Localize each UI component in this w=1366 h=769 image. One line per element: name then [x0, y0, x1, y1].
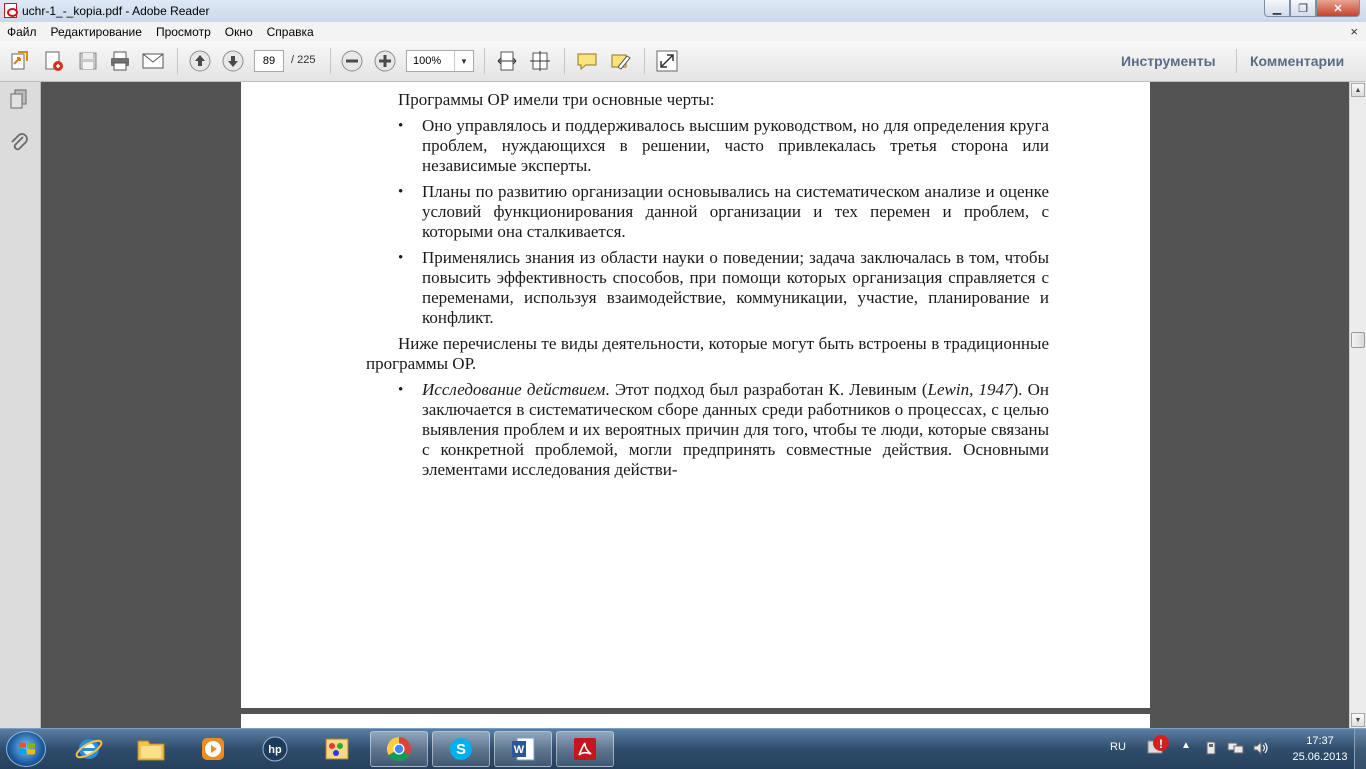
chevron-down-icon[interactable]: ▼ [454, 51, 473, 71]
adobe-reader-icon [4, 3, 17, 18]
show-desktop-button[interactable] [1354, 729, 1366, 769]
pdf-page [241, 82, 1150, 708]
taskbar [0, 728, 1366, 769]
word-icon[interactable] [494, 731, 552, 767]
create-pdf-icon[interactable] [42, 49, 66, 73]
attachments-icon[interactable] [8, 132, 30, 154]
menu-file[interactable]: Файл [7, 24, 37, 39]
next-page-icon[interactable] [221, 49, 245, 73]
skype-icon[interactable] [432, 731, 490, 767]
svg-text:W: W [513, 744, 525, 756]
close-button[interactable]: ✕ [1316, 0, 1360, 17]
window-title: uchr-1_-_kopia.pdf - Adobe Reader [22, 4, 210, 18]
network-icon[interactable] [1227, 740, 1245, 756]
save-icon[interactable] [76, 49, 100, 73]
pdf-page-next [241, 714, 1150, 728]
close-document-button[interactable]: × [1350, 24, 1358, 39]
windows-logo-icon [18, 741, 36, 757]
volume-icon[interactable] [1252, 740, 1270, 756]
clock[interactable] [1292, 733, 1348, 765]
fit-page-icon[interactable] [528, 49, 552, 73]
clock-date: 25.06.2013 [1292, 751, 1348, 763]
intro-paragraph: Программы ОР имели три основные черты: [398, 90, 715, 109]
scroll-thumb[interactable] [1351, 332, 1365, 348]
acrobat-icon[interactable] [556, 731, 614, 767]
restore-button[interactable]: ❐ [1290, 0, 1316, 17]
start-button[interactable] [6, 731, 46, 767]
scroll-up-icon[interactable]: ▲ [1351, 83, 1365, 97]
usb-icon[interactable] [1203, 740, 1219, 756]
comment-icon[interactable] [575, 49, 599, 73]
zoom-value: 100% [413, 55, 442, 67]
body-paragraph: Ниже перечислены те виды деятельности, которые могут быть встроены в традиционные программы ОР. [366, 334, 1049, 373]
menu-window[interactable]: Окно [224, 24, 253, 39]
clock-time: 17:37 [1306, 735, 1334, 747]
menu-view[interactable]: Просмотр [155, 24, 211, 39]
zoom-select[interactable] [406, 50, 474, 72]
svg-text:S: S [455, 741, 467, 758]
ie-icon[interactable] [60, 731, 118, 767]
svg-text:!: ! [1159, 737, 1163, 751]
navigation-panel [0, 82, 41, 728]
language-indicator[interactable]: RU [1110, 741, 1126, 753]
zoom-out-icon[interactable] [340, 49, 364, 73]
term-italic: Исследование действием [422, 380, 606, 399]
highlight-icon[interactable] [608, 49, 632, 73]
previous-page-icon[interactable] [188, 49, 212, 73]
print-icon[interactable] [108, 49, 132, 73]
citation: Lewin, 1947 [927, 380, 1013, 399]
page-number-input[interactable]: 89 [254, 50, 284, 72]
window-controls [1264, 0, 1360, 18]
menu-help[interactable]: Справка [266, 24, 314, 39]
list-item: • Оно управлялось и поддерживалось высшим руководством, но для определения круга проблем, нуждающихся в решении, часто привлекалась третья сторона или независимые эксперты. [398, 116, 1049, 175]
fit-width-icon[interactable] [495, 49, 519, 73]
expand-icon[interactable] [655, 49, 679, 73]
title-bar [0, 0, 1366, 23]
page-text [366, 82, 1049, 480]
explorer-icon[interactable] [122, 731, 180, 767]
hp-icon[interactable] [246, 731, 304, 767]
page-thumbnails-icon[interactable] [8, 88, 30, 110]
vertical-scrollbar[interactable] [1349, 82, 1366, 728]
minimize-button[interactable]: ▁ [1264, 0, 1290, 17]
media-player-icon[interactable] [184, 731, 242, 767]
page-total: / 225 [291, 54, 316, 66]
paint-icon[interactable] [308, 731, 366, 767]
email-icon[interactable] [141, 49, 165, 73]
chrome-icon[interactable] [370, 731, 428, 767]
menu-bar [0, 22, 1366, 42]
tools-pane-button[interactable]: Инструменты [1121, 53, 1216, 69]
list-item: • Планы по развитию организации основывались на систематическом анализе и оценке условий функционирования данной организации и тех перемен и проблем, с которыми она сталкивается. [398, 182, 1049, 241]
zoom-in-icon[interactable] [373, 49, 397, 73]
action-center-icon[interactable] [1145, 733, 1171, 759]
menu-edit[interactable]: Редактирование [50, 24, 142, 39]
list-item: • Исследование действием. Этот подход был разработан К. Левиным (Lewin, 1947). Он заключается в систематическом сборе данных среди работников о процессах, с целью выявления проблем и их вероятных причин для того, чтобы те люди, которые связаны с конкретной проблемой, могли предпринять совместные действия. Основными элементами исследования действи- [398, 380, 1049, 479]
open-file-icon[interactable] [8, 49, 32, 73]
scroll-down-icon[interactable]: ▼ [1351, 713, 1365, 727]
toolbar [0, 41, 1366, 82]
document-view[interactable] [41, 82, 1349, 728]
comments-pane-button[interactable]: Комментарии [1250, 53, 1345, 69]
show-hidden-icons-icon[interactable]: ▲ [1181, 740, 1191, 751]
svg-text:hp: hp [268, 744, 282, 756]
list-item: • Применялись знания из области науки о поведении; задача заключалась в том, чтобы повысить эффективность способов, при помощи которых организация справляется с переменами, используя взаимодействие, коммуникации, участие, планирование и конфликт. [398, 248, 1049, 327]
